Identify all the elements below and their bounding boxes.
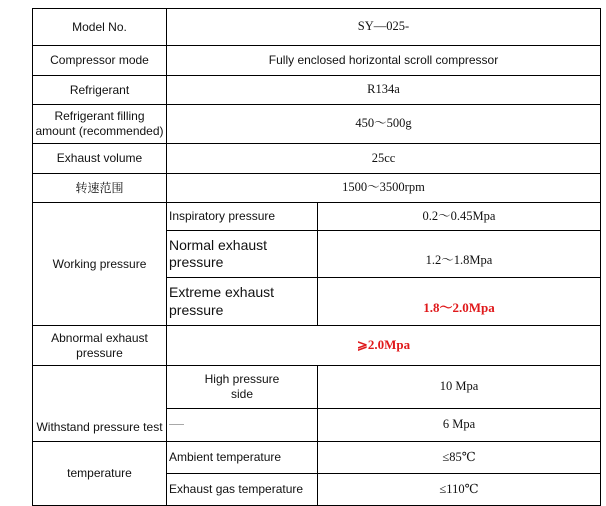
value-filling: 450～500g: [167, 105, 601, 144]
label-exhaust: Exhaust volume: [33, 144, 167, 174]
label-abnormal-line1: Abnormal exhaust: [51, 330, 148, 345]
label-refrigerant: Refrigerant: [33, 76, 167, 105]
label-extreme-line1: Extreme exhaust: [169, 284, 275, 300]
value-exhaust-gas: ≤110℃: [318, 474, 601, 506]
value-refrigerant: R134a: [167, 76, 601, 105]
value-compressor: Fully enclosed horizontal scroll compressor: [167, 46, 601, 76]
table-row-ambient: [33, 442, 601, 474]
label-high-line2: side: [230, 387, 253, 401]
label-inspiratory: Inspiratory pressure: [167, 203, 318, 231]
table-row-high-pressure: [33, 366, 601, 409]
label-working: Working pressure: [33, 203, 167, 326]
table-row-refrigerant: [33, 76, 601, 105]
value-model: SY—025-: [167, 9, 601, 46]
label-abnormal-line2: pressure: [76, 345, 123, 360]
table-row-exhaust: [33, 144, 601, 174]
table-row-model: [33, 9, 601, 46]
label-filling: [33, 105, 167, 144]
label-temperature: temperature: [33, 442, 167, 506]
value-normal: 1.2～1.8Mpa: [318, 231, 601, 278]
label-high-line1: High pressure: [204, 372, 280, 386]
label-normal-line2: pressure: [169, 254, 224, 270]
table-row-compressor: [33, 46, 601, 76]
label-abnormal: [33, 326, 167, 366]
value-speed: 1500～3500rpm: [167, 174, 601, 203]
value-ambient: ≤85℃: [318, 442, 601, 474]
value-abnormal: ⩾2.0Mpa: [167, 326, 601, 366]
label-extreme: [167, 278, 318, 326]
label-high-pressure: [167, 366, 318, 409]
label-extreme-line2: pressure: [169, 301, 224, 318]
label-withstand: Withstand pressure test: [33, 366, 167, 442]
label-compressor: Compressor mode: [33, 46, 167, 76]
value-low-pressure: 6 Mpa: [318, 409, 601, 442]
label-exhaust-gas: Exhaust gas temperature: [167, 474, 318, 506]
value-extreme: 1.8～2.0Mpa: [318, 278, 601, 326]
value-high-pressure: 10 Mpa: [318, 366, 601, 409]
label-model: Model No.: [33, 9, 167, 46]
value-exhaust: 25cc: [167, 144, 601, 174]
value-inspiratory: 0.2～0.45Mpa: [318, 203, 601, 231]
label-filling-line1: Refrigerant filling: [54, 109, 145, 123]
spec-table: [32, 8, 601, 506]
label-normal-line1: Normal exhaust: [169, 236, 268, 253]
label-speed: 转速范围: [33, 174, 167, 203]
label-normal: [167, 231, 318, 278]
table-row-filling: [33, 105, 601, 144]
table-row-inspiratory: [33, 203, 601, 231]
label-low-pressure: ———: [167, 409, 318, 442]
table-row-speed: [33, 174, 601, 203]
table-row-abnormal: [33, 326, 601, 366]
label-ambient: Ambient temperature: [167, 442, 318, 474]
label-filling-line2: amount (recommended): [35, 124, 164, 138]
